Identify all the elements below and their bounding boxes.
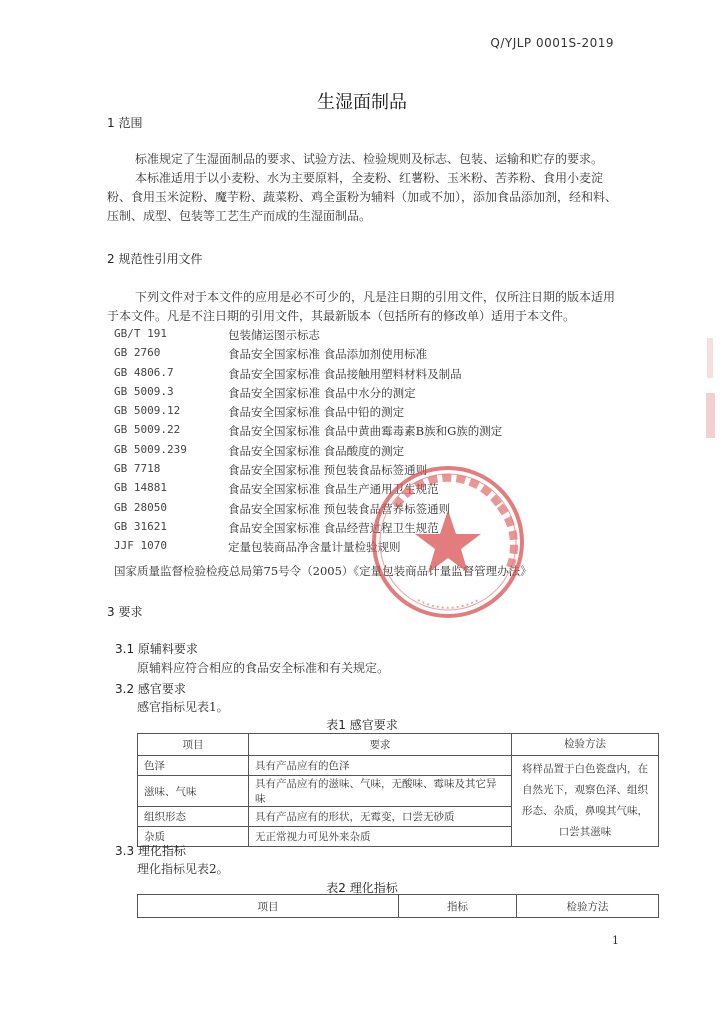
- table-1-sensory: [137, 733, 659, 847]
- section-1-para-1: 标准规定了生湿面制品的要求、试验方法、检验规则及标志、包装、运输和贮存的要求。: [135, 152, 604, 166]
- table-cell-item: 滋味、气味: [138, 776, 249, 807]
- table-cell-method: 将样品置于白色瓷盘内，在自然光下，观察色泽、组织形态、杂质，鼻嗅其气味，口尝其滋味: [511, 756, 658, 847]
- table-header-row: [138, 734, 659, 756]
- section-3-heading: 3 要求: [107, 605, 143, 619]
- reference-item: GB 4806.7 食品安全国家标准 食品接触用塑料材料及制品: [114, 365, 462, 381]
- table-cell-item: 组织形态: [138, 807, 249, 827]
- table-1-caption: 表1 感官要求: [326, 718, 398, 732]
- section-3-3-text: 理化指标见表2。: [137, 862, 229, 876]
- table-2-caption: 表2 理化指标: [326, 881, 398, 895]
- section-3-1-text: 原辅料应符合相应的食品安全标准和有关规定。: [137, 661, 390, 675]
- page-number: 1: [612, 934, 619, 947]
- table-row: [138, 756, 659, 776]
- section-3-2-text: 感官指标见表1。: [137, 700, 229, 714]
- standard-code: Q/YJLP 0001S-2019: [490, 36, 614, 50]
- section-3-2-heading: 3.2 感官要求: [115, 682, 186, 696]
- reference-item: GB 5009.22 食品安全国家标准 食品中黄曲霉毒素B族和G族的测定: [114, 423, 503, 439]
- seal-star-icon: [415, 510, 481, 573]
- section-3-1-heading: 3.1 原辅料要求: [115, 642, 198, 656]
- section-3-3-heading: 3.3 理化指标: [115, 844, 186, 858]
- section-1-para-2: 本标准适用于以小麦粉、水为主要原料，全麦粉、红薯粉、玉米粉、苦荞粉、食用小麦淀粉、食用玉米淀粉、魔芋粉、蔬菜粉、鸡全蛋粉为辅料（加或不加），添加食品添加剂，经和料、压制、成型、包装等工艺生产而成的生湿面制品。: [107, 171, 618, 223]
- table-header-cell: 检验方法: [517, 895, 659, 918]
- company-seal-stamp: [368, 462, 528, 622]
- reference-item: GB 5009.12 食品安全国家标准 食品中铅的测定: [114, 404, 405, 420]
- table-header-cell: 检验方法: [511, 734, 658, 756]
- reference-item: GB 28050 食品安全国家标准 预包装食品营养标签通则: [114, 500, 451, 516]
- reference-item: GB 31621 食品安全国家标准 食品经营过程卫生规范: [114, 519, 439, 535]
- table-cell-requirement: 具有产品应有的形状，无霉变，口尝无砂质: [248, 807, 511, 827]
- table-header-cell: 项目: [138, 734, 249, 756]
- reference-item: GB 7718 食品安全国家标准 预包装食品标签通则: [114, 462, 428, 478]
- table-cell-requirement: 无正常视力可见外来杂质: [248, 827, 511, 847]
- table-header-row: [138, 895, 659, 918]
- reference-item: JJF 1070 定量包装商品净含量计量检验规则: [114, 539, 401, 555]
- table-cell-item: 杂质: [138, 827, 249, 847]
- table-cell-requirement: 具有产品应有的滋味、气味，无酸味、霉味及其它异味: [248, 776, 511, 807]
- section-2-para: 下列文件对于本文件的应用是必不可少的，凡是注日期的引用文件，仅所注日期的版本适用于本文件。凡是不注日期的引用文件，其最新版本（包括所有的修改单）适用于本文件。: [107, 290, 616, 323]
- table-header-cell: 项目: [138, 895, 399, 918]
- regulation-reference: 国家质量监督检验检疫总局第75号令（2005）《定量包装商品计量监督管理办法》: [114, 564, 532, 578]
- section-1-heading: 1 范围: [107, 116, 143, 130]
- reference-item: GB 5009.239 食品安全国家标准 食品酸度的测定: [114, 442, 405, 458]
- edge-seal-mark: [704, 338, 718, 438]
- table-2-physicochemical: [137, 894, 659, 918]
- reference-item: GB/T 191 包装储运图示标志: [114, 327, 320, 342]
- reference-item: GB 5009.3 食品安全国家标准 食品中水分的测定: [114, 384, 416, 400]
- section-2-heading: 2 规范性引用文件: [107, 252, 203, 266]
- table-cell-requirement: 具有产品应有的色泽: [248, 756, 511, 776]
- table-header-cell: 指标: [398, 895, 516, 918]
- table-header-cell: 要求: [248, 734, 511, 756]
- reference-list: [114, 327, 614, 559]
- table-cell-item: 色泽: [138, 756, 249, 776]
- reference-item: GB 14881 食品安全国家标准 食品生产通用卫生规范: [114, 481, 439, 497]
- reference-item: GB 2760 食品安全国家标准 食品添加剂使用标准: [114, 346, 428, 362]
- document-title: 生湿面制品: [317, 92, 407, 113]
